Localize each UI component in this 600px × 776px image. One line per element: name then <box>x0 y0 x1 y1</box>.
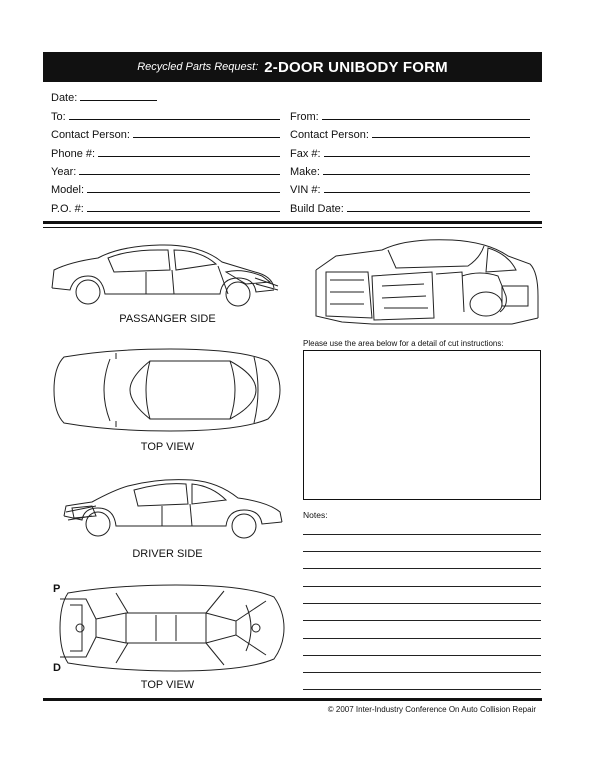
form-header <box>43 52 542 82</box>
po-label: P.O. #: <box>51 203 84 215</box>
passenger-side-caption: PASSANGER SIDE <box>119 313 216 325</box>
po-field[interactable] <box>51 199 280 215</box>
vin-label: VIN #: <box>290 184 321 196</box>
notes-line[interactable] <box>303 672 541 673</box>
separator-thin <box>43 227 542 228</box>
year-label: Year: <box>51 166 77 178</box>
make-field[interactable] <box>290 162 530 178</box>
phone-label: Phone #: <box>51 148 96 160</box>
contact-right-line[interactable] <box>372 137 530 138</box>
contact-person-right-field[interactable] <box>290 125 530 141</box>
driver-side-car-icon[interactable] <box>62 476 284 542</box>
notes-line[interactable] <box>303 586 541 587</box>
notes-line[interactable] <box>303 568 541 569</box>
from-line[interactable] <box>322 119 530 120</box>
top-view-caption-1: TOP VIEW <box>140 441 195 453</box>
po-line[interactable] <box>87 211 280 212</box>
phone-field[interactable] <box>51 144 280 160</box>
year-field[interactable] <box>51 162 280 178</box>
date-line[interactable] <box>80 100 157 101</box>
passenger-side-car-icon[interactable] <box>50 242 280 312</box>
date-field[interactable] <box>51 88 157 104</box>
model-label: Model: <box>51 184 85 196</box>
build-date-line[interactable] <box>347 211 530 212</box>
fax-label: Fax #: <box>290 148 321 160</box>
model-line[interactable] <box>87 192 280 193</box>
fax-line[interactable] <box>324 156 530 157</box>
header-prefix: Recycled Parts Request: <box>137 61 259 73</box>
contact-right-label: Contact Person: <box>290 129 369 141</box>
form-title: 2-DOOR UNIBODY FORM <box>264 58 448 76</box>
notes-line[interactable] <box>303 655 541 656</box>
d-marker: D <box>53 662 61 674</box>
notes-line[interactable] <box>303 534 541 535</box>
separator-thick <box>43 221 542 224</box>
notes-line[interactable] <box>303 638 541 639</box>
underbody-top-view-icon[interactable] <box>56 585 286 671</box>
notes-line[interactable] <box>303 551 541 552</box>
vin-line[interactable] <box>324 192 530 193</box>
notes-label: Notes: <box>303 510 328 520</box>
to-field[interactable] <box>51 107 280 123</box>
copyright-text: © 2007 Inter-Industry Conference On Auto Collision Repair <box>327 705 536 714</box>
build-date-label: Build Date: <box>290 203 344 215</box>
top-view-car-icon[interactable] <box>50 347 282 433</box>
to-label: To: <box>51 111 66 123</box>
build-date-field[interactable] <box>290 199 530 215</box>
top-view-caption-2: TOP VIEW <box>140 679 195 691</box>
from-label: From: <box>290 111 319 123</box>
notes-line[interactable] <box>303 603 541 604</box>
driver-side-caption: DRIVER SIDE <box>132 548 203 560</box>
model-field[interactable] <box>51 180 280 196</box>
year-line[interactable] <box>79 174 280 175</box>
cut-instructions-box[interactable] <box>303 350 541 500</box>
p-marker: P <box>53 583 61 595</box>
make-line[interactable] <box>323 174 530 175</box>
make-label: Make: <box>290 166 320 178</box>
notes-line[interactable] <box>303 689 541 690</box>
fax-field[interactable] <box>290 144 530 160</box>
phone-line[interactable] <box>98 156 280 157</box>
to-line[interactable] <box>69 119 280 120</box>
cut-instructions-label: Please use the area below for a detail of cut instructions: <box>303 339 504 348</box>
rear-quarter-car-icon[interactable] <box>312 236 540 328</box>
vin-field[interactable] <box>290 180 530 196</box>
contact-person-left-field[interactable] <box>51 125 280 141</box>
footer-rule <box>43 698 542 701</box>
contact-left-label: Contact Person: <box>51 129 130 141</box>
notes-line[interactable] <box>303 620 541 621</box>
date-label: Date: <box>51 92 78 104</box>
from-field[interactable] <box>290 107 530 123</box>
contact-left-line[interactable] <box>133 137 280 138</box>
